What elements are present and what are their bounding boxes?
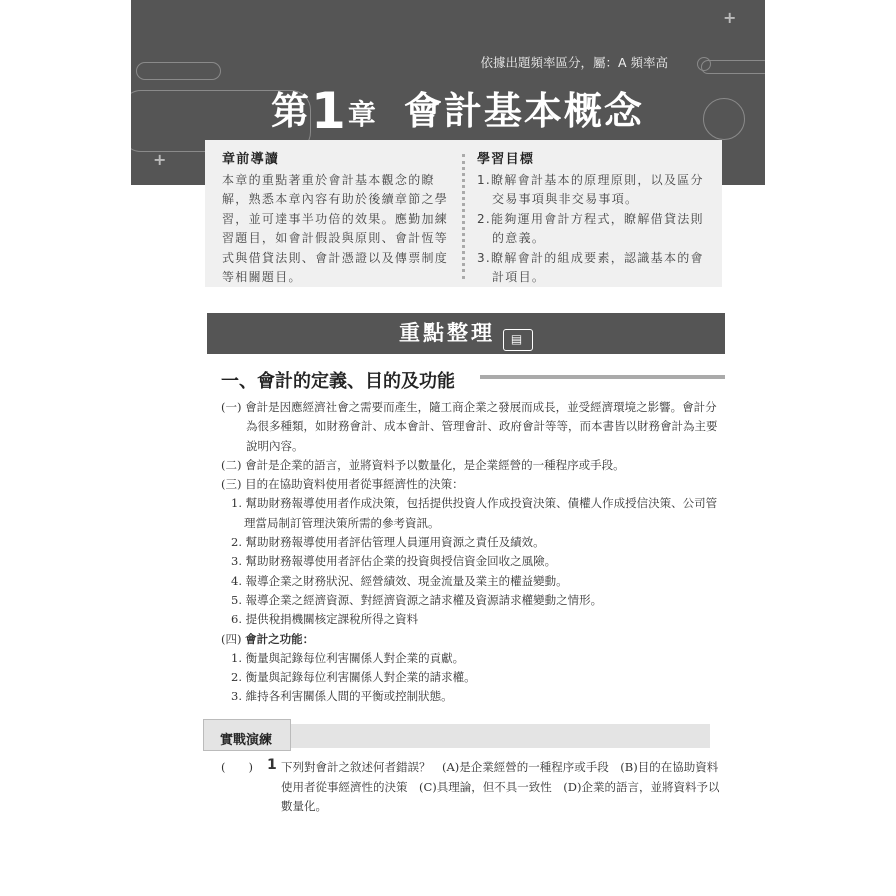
plus-icon: + bbox=[153, 150, 167, 169]
question-number: 1 bbox=[267, 757, 277, 773]
list-item: 3. 維持各利害關係人間的平衡或控制狀態。 bbox=[231, 689, 453, 704]
list-item: 2. 幫助財務報導使用者評估管理人員運用資源之責任及績效。 bbox=[231, 535, 545, 550]
key-points-label: 重點整理 bbox=[399, 321, 495, 345]
learning-goals bbox=[477, 150, 713, 288]
chapter-number: 1 bbox=[311, 82, 348, 140]
preview-text: 本章的重點著重於會計基本觀念的瞭解，熟悉本章內容有助於後續章節之學習，並可達事半功倍的效果。應勤加練習題目，如會計假設與原則、會計恆等式與借貸法則、會計憑證以及傳票制度等相關題目。 bbox=[222, 172, 449, 284]
intro-box bbox=[205, 140, 722, 287]
question-text: 下列對會計之敘述何者錯誤？ (A)是企業經營的一種程序或手段 (B)目的在協助資料使用者從事經濟性的決策 (C)具理論，但不具一致性 (D)企業的語言，並將資料予以數量化。 bbox=[281, 760, 720, 813]
preview-heading: 章前導讀 bbox=[222, 152, 280, 167]
goals-heading: 學習目標 bbox=[477, 152, 535, 167]
frequency-label: 依據出題頻率區分，屬：A 頻率高 bbox=[480, 55, 668, 70]
section-rule bbox=[480, 375, 725, 379]
section-content bbox=[221, 398, 721, 707]
question bbox=[221, 758, 721, 817]
chapter-suffix: 章 bbox=[347, 98, 378, 131]
decorative-shape bbox=[136, 62, 221, 80]
practice-label: 實戰演練 bbox=[203, 719, 291, 751]
paragraph: (二) 會計是企業的語言，並將資料予以數量化，是企業經營的一種程序或手段。 bbox=[221, 457, 625, 472]
divider bbox=[462, 154, 465, 279]
list-item: 2. 衡量與記錄每位利害關係人對企業的請求權。 bbox=[231, 670, 476, 685]
list-item: 5. 報導企業之經濟資源、對經濟資源之請求權及資源請求權變動之情形。 bbox=[231, 592, 603, 607]
book-icon: ▤ bbox=[503, 329, 533, 351]
list-item: 1. 幫助財務報導使用者作成決策，包括提供投資人作成投資決策、債權人作成授信決策、公司管理當局制訂管理決策所需的參考資訊。 bbox=[231, 496, 718, 530]
paragraph: (三) 目的在協助資料使用者從事經濟性的決策： bbox=[221, 477, 464, 492]
list-item: 4. 報導企業之財務狀況、經營績效、現金流量及業主的權益變動。 bbox=[231, 573, 568, 588]
paragraph bbox=[221, 630, 721, 649]
paragraph-prefix: (四) bbox=[221, 631, 242, 646]
chapter-title bbox=[271, 80, 644, 140]
goal-item: 2.能夠運用會計方程式，瞭解借貸法則的意義。 bbox=[477, 211, 704, 245]
paragraph-heading: 會計之功能： bbox=[245, 631, 315, 646]
key-points-banner bbox=[207, 313, 725, 354]
list-item: 3. 幫助財務報導使用者評估企業的投資與授信資金回收之風險。 bbox=[231, 554, 557, 569]
section-title: 一、會計的定義、目的及功能 bbox=[221, 371, 455, 392]
chapter-preview bbox=[222, 150, 454, 288]
decorative-shape bbox=[703, 98, 745, 140]
answer-blank: ( ) bbox=[221, 760, 253, 774]
decorative-shape bbox=[697, 57, 711, 71]
paragraph: (一) 會計是因應經濟社會之需要而產生，隨工商企業之發展而成長，並受經濟環境之影響。會計分為很多種類，如財務會計、成本會計、管理會計、政府會計等等，而本書皆以財務會計為主要說明內容。 bbox=[221, 400, 718, 453]
chapter-name: 會計基本概念 bbox=[403, 89, 644, 133]
goal-item: 3.瞭解會計的組成要素，認識基本的會計項目。 bbox=[477, 250, 704, 284]
goal-item: 1.瞭解會計基本的原理原則，以及區分交易事項與非交易事項。 bbox=[477, 172, 704, 206]
list-item: 6. 提供稅捐機關核定課稅所得之資料 bbox=[231, 612, 419, 627]
chapter-prefix: 第 bbox=[271, 89, 312, 133]
plus-icon: + bbox=[723, 8, 737, 27]
list-item: 1. 衡量與記錄每位利害關係人對企業的貢獻。 bbox=[231, 650, 465, 665]
